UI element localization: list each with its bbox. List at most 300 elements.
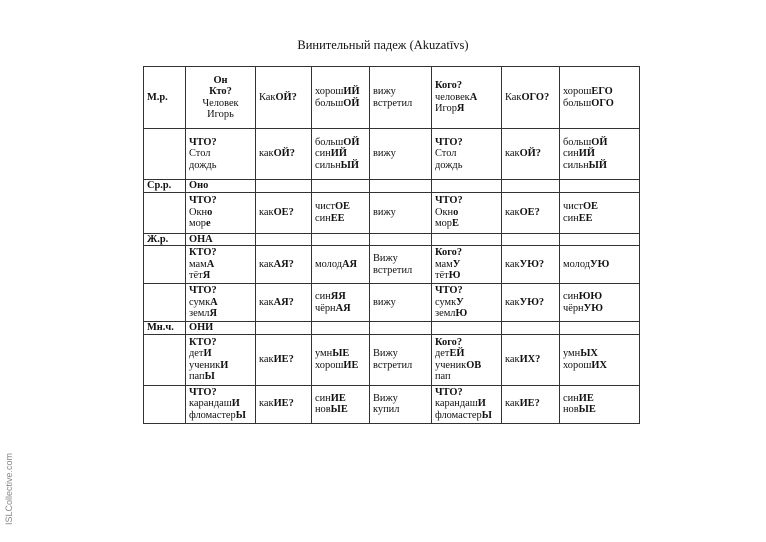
cell-line bbox=[435, 348, 498, 360]
word-ending: Я bbox=[202, 270, 211, 282]
word-ending: ОЕ? bbox=[273, 206, 294, 218]
cell-line bbox=[147, 322, 182, 334]
cell-line bbox=[315, 148, 366, 160]
word-stem: Кого? bbox=[435, 80, 463, 92]
word-ending: ЯЯ bbox=[330, 291, 346, 302]
cell-line bbox=[563, 404, 636, 416]
cell-line bbox=[189, 148, 252, 160]
word-stem: дет bbox=[435, 348, 450, 359]
cell-line bbox=[315, 360, 366, 372]
word-stem: хорош bbox=[563, 359, 592, 371]
word-ending: ЕЕ bbox=[330, 212, 345, 224]
cell-line bbox=[435, 103, 498, 115]
cell-question bbox=[256, 284, 312, 322]
cell-line bbox=[435, 410, 498, 422]
cell-word bbox=[186, 246, 256, 284]
word-ending: ОВ bbox=[466, 359, 482, 371]
cell-line bbox=[435, 195, 498, 207]
word-stem: син bbox=[315, 148, 331, 160]
word-stem: сумк bbox=[435, 296, 457, 308]
word-stem: как bbox=[505, 296, 520, 308]
word-stem: Мн.ч. bbox=[147, 322, 174, 333]
word-ending: ОЙ bbox=[591, 136, 608, 148]
cell-line bbox=[259, 92, 308, 104]
cell-line bbox=[315, 404, 366, 416]
cell-question bbox=[256, 246, 312, 284]
word-ending: ОЕ bbox=[582, 201, 598, 212]
cell-gender bbox=[144, 322, 186, 335]
word-ending: ЫЕ bbox=[578, 404, 596, 415]
word-stem: Кого? bbox=[435, 336, 463, 348]
word-ending: ЫЙ bbox=[340, 159, 359, 171]
cell-line bbox=[563, 348, 636, 360]
word-stem: М.р. bbox=[147, 91, 168, 103]
word-stem: Кто? bbox=[209, 86, 232, 97]
word-stem: нов bbox=[563, 404, 579, 415]
table-row bbox=[144, 322, 640, 335]
word-stem: син bbox=[563, 291, 579, 302]
table-row bbox=[144, 192, 640, 233]
table-row bbox=[144, 385, 640, 423]
word-stem: ОНА bbox=[189, 233, 213, 245]
word-ending: Ы bbox=[204, 371, 215, 382]
word-ending: ИЙ bbox=[330, 148, 347, 160]
cell-acc-question bbox=[502, 192, 560, 233]
cell-accusative bbox=[432, 129, 502, 180]
word-ending: ИЕ? bbox=[273, 398, 294, 410]
cell-acc-question bbox=[502, 233, 560, 246]
cell-line bbox=[373, 393, 428, 405]
table-row bbox=[144, 129, 640, 180]
word-stem: хорош bbox=[315, 86, 344, 97]
word-stem: Игор bbox=[435, 103, 457, 115]
cell-line bbox=[435, 137, 498, 149]
cell-line bbox=[563, 393, 636, 405]
word-ending: ЫЕ bbox=[330, 404, 348, 415]
word-stem: больш bbox=[315, 97, 344, 109]
word-ending: Ы bbox=[235, 409, 246, 421]
word-ending: Я bbox=[209, 308, 217, 320]
cell-adjective bbox=[312, 192, 370, 233]
cell-line bbox=[189, 180, 252, 192]
cell-word bbox=[186, 192, 256, 233]
cell-line bbox=[189, 348, 252, 360]
word-ending: ИХ? bbox=[519, 353, 541, 365]
word-ending: Я bbox=[456, 103, 465, 115]
word-stem: Как bbox=[505, 91, 522, 103]
cell-verb bbox=[370, 67, 432, 129]
cell-acc-adjective bbox=[560, 385, 640, 423]
cell-line bbox=[315, 160, 366, 172]
word-ending: УЮ bbox=[583, 302, 603, 314]
word-stem: умн bbox=[315, 348, 333, 359]
cell-line bbox=[563, 86, 636, 98]
cell-line bbox=[189, 398, 252, 410]
word-stem: купил bbox=[373, 404, 400, 415]
cell-line bbox=[373, 348, 428, 360]
word-stem: вижу bbox=[373, 296, 396, 308]
word-stem: ОНИ bbox=[189, 322, 214, 333]
word-stem: Он bbox=[213, 74, 228, 86]
cell-acc-adjective bbox=[560, 322, 640, 335]
word-stem: как bbox=[505, 353, 520, 365]
cell-verb bbox=[370, 180, 432, 193]
cell-acc-question bbox=[502, 180, 560, 193]
word-ending: ИЕ bbox=[343, 359, 359, 371]
word-stem: ЧТО? bbox=[189, 285, 217, 297]
word-ending: И bbox=[220, 359, 229, 371]
cell-acc-adjective bbox=[560, 192, 640, 233]
word-stem: Как bbox=[259, 91, 276, 103]
word-stem: ЧТО? bbox=[435, 386, 463, 398]
cell-line bbox=[435, 308, 498, 320]
cell-adjective bbox=[312, 246, 370, 284]
cell-accusative bbox=[432, 284, 502, 322]
page-title: Винительный падеж (Akuzatīvs) bbox=[297, 38, 469, 52]
word-stem: молод bbox=[315, 258, 343, 270]
word-ending: ИЕ? bbox=[273, 353, 294, 365]
cell-line bbox=[373, 253, 428, 265]
cell-line bbox=[435, 259, 498, 271]
cell-line bbox=[315, 213, 366, 225]
word-stem: как bbox=[505, 206, 520, 218]
cell-line bbox=[563, 259, 636, 271]
cell-acc-adjective bbox=[560, 180, 640, 193]
cell-gender bbox=[144, 385, 186, 423]
cell-question bbox=[256, 385, 312, 423]
cell-question bbox=[256, 180, 312, 193]
cell-line bbox=[189, 371, 252, 383]
word-stem: Окн bbox=[189, 206, 208, 218]
cell-line bbox=[315, 348, 366, 360]
cell-line bbox=[505, 259, 556, 271]
word-stem: син bbox=[315, 392, 331, 404]
cell-verb bbox=[370, 129, 432, 180]
word-stem: Ж.р. bbox=[147, 233, 169, 245]
cell-line bbox=[505, 148, 556, 160]
cell-line bbox=[189, 98, 252, 110]
word-ending: ОЙ? bbox=[275, 91, 297, 103]
word-ending: Ю bbox=[448, 270, 461, 282]
word-ending: ОГО bbox=[591, 97, 614, 109]
cell-accusative bbox=[432, 180, 502, 193]
cell-question bbox=[256, 334, 312, 385]
word-stem: дождь bbox=[435, 159, 463, 171]
cell-accusative bbox=[432, 322, 502, 335]
word-stem: встретил bbox=[373, 359, 413, 371]
cell-line bbox=[435, 285, 498, 297]
word-stem: карандаш bbox=[435, 398, 478, 410]
cell-line bbox=[315, 393, 366, 405]
word-stem: как bbox=[505, 148, 520, 160]
cell-question bbox=[256, 322, 312, 335]
cell-acc-adjective bbox=[560, 284, 640, 322]
word-stem: молод bbox=[563, 258, 591, 270]
cell-line bbox=[259, 354, 308, 366]
cell-acc-adjective bbox=[560, 233, 640, 246]
word-ending: о bbox=[453, 206, 459, 218]
cell-acc-question bbox=[502, 67, 560, 129]
word-stem: Стол bbox=[435, 148, 457, 160]
word-stem: карандаш bbox=[189, 398, 232, 410]
word-stem: ЧТО? bbox=[435, 285, 463, 297]
cell-line bbox=[189, 109, 252, 121]
word-ending: И bbox=[231, 398, 240, 410]
cell-word bbox=[186, 67, 256, 129]
cell-line bbox=[373, 297, 428, 309]
cell-line bbox=[435, 360, 498, 372]
word-stem: КТО? bbox=[189, 247, 217, 259]
word-ending: АЯ bbox=[335, 302, 351, 314]
cell-line bbox=[435, 160, 498, 172]
word-ending: А bbox=[469, 91, 478, 103]
word-stem: как bbox=[505, 398, 520, 410]
word-stem: земл bbox=[435, 308, 456, 320]
cell-acc-question bbox=[502, 129, 560, 180]
word-stem: встретил bbox=[373, 97, 413, 109]
cell-acc-question bbox=[502, 284, 560, 322]
cell-line bbox=[147, 92, 182, 104]
cell-line bbox=[373, 148, 428, 160]
word-stem: как bbox=[259, 398, 274, 410]
word-ending: ОЙ bbox=[343, 97, 360, 109]
word-ending: ИЕ bbox=[578, 392, 594, 404]
word-stem: тёт bbox=[435, 270, 449, 282]
cell-line bbox=[435, 297, 498, 309]
word-stem: встретил bbox=[373, 264, 413, 276]
cell-accusative bbox=[432, 385, 502, 423]
word-stem: ЧТО? bbox=[189, 136, 217, 148]
cell-verb bbox=[370, 322, 432, 335]
word-stem: больш bbox=[563, 136, 592, 148]
cell-accusative bbox=[432, 246, 502, 284]
word-stem: пап bbox=[435, 371, 451, 382]
word-stem: Вижу bbox=[373, 392, 398, 404]
word-stem: фломастер bbox=[189, 409, 236, 421]
cell-question bbox=[256, 233, 312, 246]
table-row bbox=[144, 334, 640, 385]
word-stem: чёрн bbox=[315, 302, 336, 314]
word-stem: Кого? bbox=[435, 247, 463, 259]
word-stem: ЧТО? bbox=[189, 195, 217, 207]
word-stem: мор bbox=[189, 218, 206, 230]
cell-verb bbox=[370, 334, 432, 385]
cell-line bbox=[189, 247, 252, 259]
cell-line bbox=[189, 75, 252, 87]
word-stem: дет bbox=[189, 348, 204, 359]
cell-line bbox=[189, 86, 252, 98]
cell-word bbox=[186, 334, 256, 385]
word-stem: Оно bbox=[189, 180, 209, 191]
word-stem: как bbox=[259, 258, 274, 270]
word-stem: пап bbox=[189, 371, 205, 382]
word-stem: Стол bbox=[189, 148, 211, 160]
word-ending: ОЙ bbox=[343, 136, 360, 148]
word-ending: ИЕ bbox=[330, 392, 346, 404]
cell-line bbox=[189, 218, 252, 230]
cell-line bbox=[435, 247, 498, 259]
word-ending: АЯ? bbox=[273, 296, 294, 308]
cell-line bbox=[189, 410, 252, 422]
word-stem: как bbox=[259, 296, 274, 308]
table-row bbox=[144, 284, 640, 322]
word-ending: У bbox=[452, 258, 461, 270]
cell-line bbox=[435, 270, 498, 282]
cell-verb bbox=[370, 246, 432, 284]
word-ending: А bbox=[206, 258, 215, 270]
word-stem: как bbox=[259, 206, 274, 218]
cell-line bbox=[563, 137, 636, 149]
word-ending: АЯ bbox=[342, 258, 358, 270]
cell-accusative bbox=[432, 192, 502, 233]
word-stem: больш bbox=[315, 136, 344, 148]
word-stem: ЧТО? bbox=[435, 136, 463, 148]
cell-gender bbox=[144, 67, 186, 129]
word-ending: ИЙ bbox=[343, 86, 360, 97]
word-ending: е bbox=[205, 218, 211, 230]
cell-acc-adjective bbox=[560, 246, 640, 284]
cell-line bbox=[563, 291, 636, 303]
cell-acc-question bbox=[502, 385, 560, 423]
cell-line bbox=[435, 148, 498, 160]
cell-line bbox=[189, 270, 252, 282]
cell-line bbox=[189, 360, 252, 372]
cell-acc-adjective bbox=[560, 67, 640, 129]
word-ending: о bbox=[207, 206, 213, 218]
word-ending: ЕГО bbox=[591, 86, 613, 97]
cell-line bbox=[189, 137, 252, 149]
word-stem: мор bbox=[435, 218, 452, 230]
cell-line bbox=[435, 92, 498, 104]
cell-line bbox=[435, 218, 498, 230]
cell-line bbox=[189, 285, 252, 297]
cell-adjective bbox=[312, 233, 370, 246]
cell-line bbox=[189, 297, 252, 309]
cell-line bbox=[189, 387, 252, 399]
cell-line bbox=[435, 387, 498, 399]
table-row bbox=[144, 67, 640, 129]
word-ending: ЫХ bbox=[580, 348, 598, 359]
cell-line bbox=[505, 297, 556, 309]
word-ending: И bbox=[203, 348, 212, 359]
cell-accusative bbox=[432, 334, 502, 385]
table-row bbox=[144, 246, 640, 284]
cell-word bbox=[186, 385, 256, 423]
cell-gender bbox=[144, 233, 186, 246]
word-stem: мам bbox=[435, 258, 453, 270]
cell-line bbox=[189, 160, 252, 172]
word-ending: Ы bbox=[481, 409, 492, 421]
cell-line bbox=[373, 265, 428, 277]
cell-gender bbox=[144, 192, 186, 233]
word-stem: сильн bbox=[315, 159, 341, 171]
cell-line bbox=[373, 360, 428, 372]
cell-line bbox=[563, 160, 636, 172]
word-stem: Вижу bbox=[373, 253, 398, 264]
cell-question bbox=[256, 67, 312, 129]
cell-adjective bbox=[312, 129, 370, 180]
word-stem: хорош bbox=[315, 359, 344, 371]
cell-adjective bbox=[312, 284, 370, 322]
cell-line bbox=[435, 337, 498, 349]
cell-line bbox=[373, 98, 428, 110]
word-ending: ИХ bbox=[591, 359, 607, 371]
cell-verb bbox=[370, 385, 432, 423]
word-ending: Ю bbox=[455, 308, 468, 320]
cell-line bbox=[147, 180, 182, 192]
word-ending: Е bbox=[451, 218, 459, 230]
word-ending: УЮ? bbox=[519, 258, 545, 270]
cell-line bbox=[259, 398, 308, 410]
word-stem: син bbox=[315, 291, 331, 302]
cell-line bbox=[189, 337, 252, 349]
word-stem: как bbox=[505, 258, 520, 270]
word-stem: дождь bbox=[189, 159, 217, 171]
cell-word bbox=[186, 322, 256, 335]
cell-line bbox=[563, 98, 636, 110]
cell-line bbox=[315, 201, 366, 213]
table-row bbox=[144, 233, 640, 246]
word-stem: тёт bbox=[189, 270, 203, 282]
word-stem: ЧТО? bbox=[435, 195, 463, 207]
cell-adjective bbox=[312, 334, 370, 385]
word-ending: ЕЙ bbox=[449, 348, 465, 359]
cell-line bbox=[189, 322, 252, 334]
cell-line bbox=[259, 148, 308, 160]
word-ending: ОЙ? bbox=[519, 148, 541, 160]
word-ending: ОЕ? bbox=[519, 206, 540, 218]
word-ending: ЫЕ bbox=[332, 348, 350, 359]
cell-line bbox=[373, 404, 428, 416]
word-stem: син bbox=[563, 212, 579, 224]
cell-line bbox=[563, 360, 636, 372]
cell-verb bbox=[370, 284, 432, 322]
cell-gender bbox=[144, 334, 186, 385]
cell-line bbox=[259, 259, 308, 271]
cell-word bbox=[186, 180, 256, 193]
cell-line bbox=[189, 259, 252, 271]
cell-line bbox=[435, 371, 498, 383]
word-stem: вижу bbox=[373, 86, 396, 97]
word-stem: чёрн bbox=[563, 302, 584, 314]
word-ending: ЕЕ bbox=[578, 212, 593, 224]
cell-line bbox=[505, 92, 556, 104]
cell-acc-adjective bbox=[560, 334, 640, 385]
word-ending: ОГО? bbox=[521, 91, 550, 103]
cell-adjective bbox=[312, 322, 370, 335]
cell-line bbox=[563, 148, 636, 160]
word-stem: Вижу bbox=[373, 348, 398, 359]
cell-adjective bbox=[312, 67, 370, 129]
cell-line bbox=[373, 86, 428, 98]
word-stem: земл bbox=[189, 308, 210, 320]
word-stem: умн bbox=[563, 348, 581, 359]
word-stem: КТО? bbox=[189, 336, 217, 348]
accusative-case-table bbox=[143, 66, 640, 424]
word-stem: сумк bbox=[189, 296, 211, 308]
cell-line bbox=[315, 259, 366, 271]
cell-line bbox=[315, 98, 366, 110]
cell-acc-question bbox=[502, 334, 560, 385]
word-ending: ЮЮ bbox=[578, 291, 603, 302]
word-stem: Окн bbox=[435, 206, 454, 218]
cell-gender bbox=[144, 180, 186, 193]
cell-line bbox=[189, 195, 252, 207]
cell-gender bbox=[144, 246, 186, 284]
word-ending: И bbox=[477, 398, 486, 410]
cell-line bbox=[505, 207, 556, 219]
cell-line bbox=[189, 234, 252, 246]
